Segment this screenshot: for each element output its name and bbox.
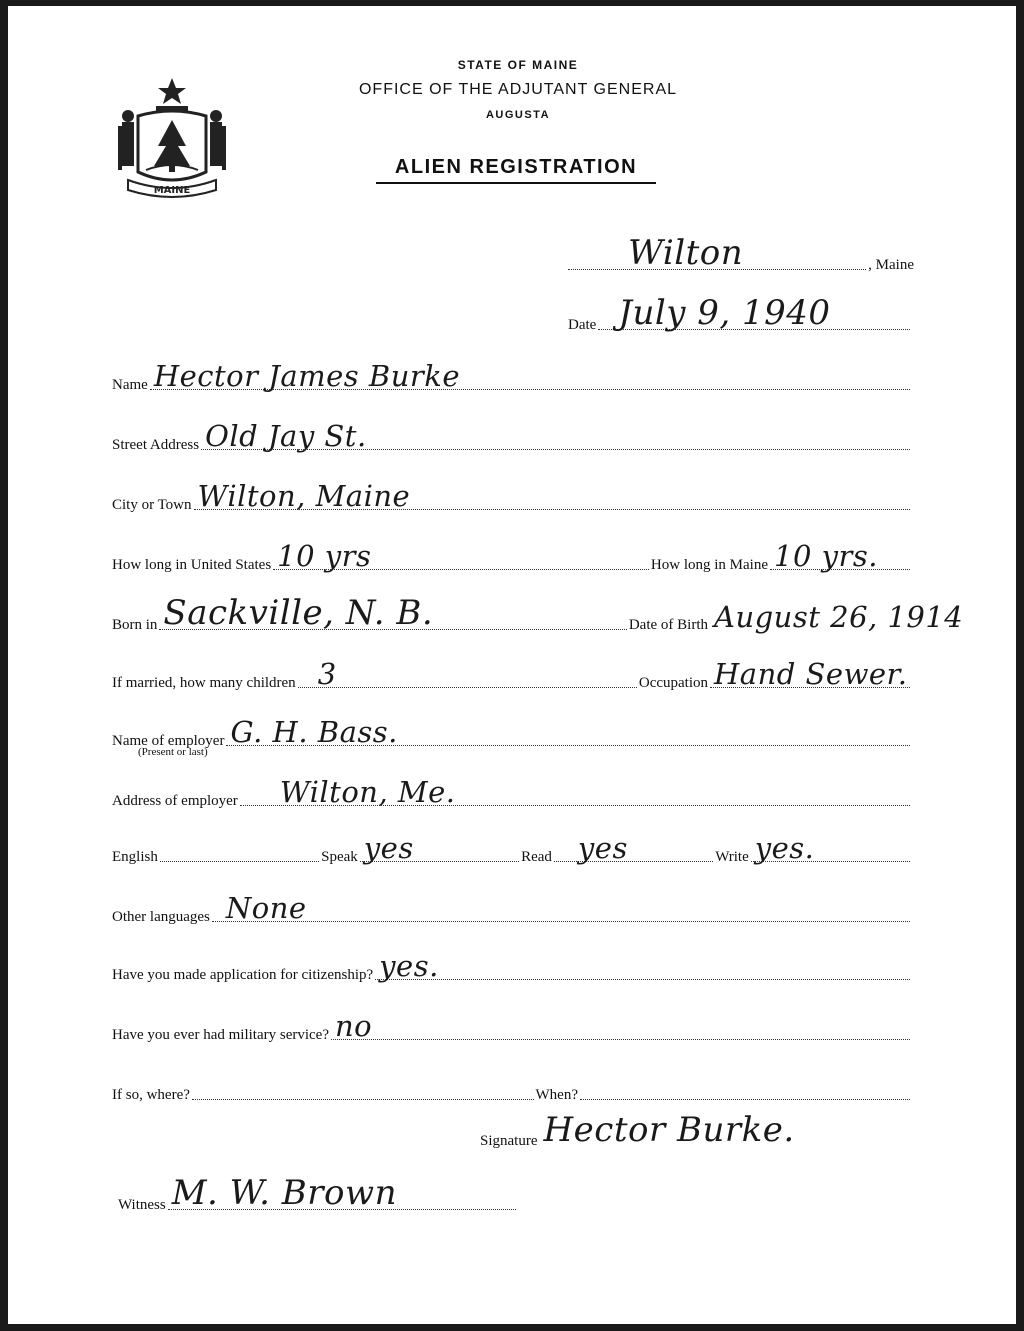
where-label: If so, where? (112, 1087, 190, 1103)
dob-label: Date of Birth (628, 617, 708, 633)
state-seal-icon (116, 76, 228, 200)
street-field[interactable] (201, 419, 910, 453)
maine-duration-label: How long in Maine (650, 557, 768, 573)
maine-value: 10 yrs. (774, 539, 878, 573)
speak-field[interactable] (360, 831, 519, 865)
date-row (568, 293, 912, 334)
name-value: Hector James Burke (153, 359, 460, 393)
employer-value: G. H. Bass. (230, 715, 398, 749)
occupation-field[interactable] (710, 657, 910, 691)
dob-field[interactable] (710, 600, 964, 634)
employer-sublabel: (Present or last) (138, 746, 208, 758)
english-label: English (112, 849, 158, 865)
residence-row (112, 539, 912, 574)
name-row (112, 359, 912, 394)
witness-field[interactable] (168, 1173, 516, 1213)
children-value: 3 (317, 657, 337, 691)
born-field[interactable] (159, 593, 626, 633)
read-value: yes (577, 831, 628, 865)
speak-value: yes (363, 831, 414, 865)
where-field[interactable] (192, 1080, 534, 1100)
employer-address-row (112, 775, 912, 810)
name-label: Name (112, 377, 148, 393)
children-label: If married, how many children (112, 675, 296, 691)
employer-row (112, 715, 912, 750)
city-value: Wilton, Maine (197, 479, 411, 513)
witness-row (118, 1173, 518, 1214)
town-value: Wilton (628, 233, 744, 273)
born-label: Born in (112, 617, 158, 633)
birth-row (112, 593, 964, 634)
write-label: Write (715, 849, 749, 865)
date-label: Date (568, 317, 597, 333)
street-label: Street Address (112, 437, 200, 453)
military-field[interactable] (331, 1009, 910, 1043)
us-value: 10 yrs (277, 539, 372, 573)
office-heading: OFFICE OF THE ADJUTANT GENERAL (358, 81, 678, 98)
read-field[interactable] (554, 831, 713, 865)
write-field[interactable] (751, 831, 910, 865)
town-row (566, 233, 914, 274)
other-languages-label: Other languages (112, 909, 210, 925)
citizenship-field[interactable] (375, 949, 910, 983)
speak-label: Speak (321, 849, 358, 865)
citizenship-label: Have you made application for citizenship? (112, 967, 374, 983)
other-languages-value: None (225, 891, 307, 925)
us-field[interactable] (273, 539, 649, 573)
date-field[interactable] (598, 293, 910, 333)
occupation-value: Hand Sewer. (714, 657, 908, 691)
seal-banner-text: MAINE (153, 185, 191, 196)
military-label: Have you ever had military service? (112, 1027, 329, 1043)
citizenship-value: yes. (379, 949, 439, 983)
city-field[interactable] (194, 479, 910, 513)
witness-value: M. W. Brown (171, 1173, 397, 1213)
street-value: Old Jay St. (205, 419, 367, 453)
military-value: no (335, 1009, 373, 1043)
employer-field[interactable] (226, 715, 910, 749)
witness-label: Witness (118, 1197, 166, 1213)
when-field[interactable] (580, 1080, 910, 1100)
town-field[interactable] (568, 233, 866, 273)
born-value: Sackville, N. B. (163, 593, 434, 633)
other-languages-field[interactable] (212, 891, 910, 925)
name-field[interactable] (150, 359, 910, 393)
children-field[interactable] (298, 657, 637, 691)
employer-label: Name of employer (112, 733, 225, 749)
occupation-label: Occupation (638, 675, 708, 691)
other-languages-row (112, 891, 912, 926)
city-row (112, 479, 912, 514)
where-row (112, 1080, 912, 1104)
signature-value: Hector Burke. (543, 1110, 795, 1150)
form-title: ALIEN REGISTRATION (376, 156, 656, 184)
state-heading: STATE OF MAINE (457, 58, 579, 72)
employer-address-label: Address of employer (112, 793, 238, 809)
english-field[interactable] (160, 842, 319, 862)
write-value: yes. (754, 831, 815, 865)
date-value: July 9, 1940 (618, 293, 831, 333)
signature-field[interactable] (540, 1110, 809, 1150)
registration-form (8, 6, 1016, 1324)
signature-row (480, 1110, 810, 1150)
employer-address-field[interactable] (240, 775, 910, 809)
citizenship-row (112, 949, 912, 984)
employer-address-value: Wilton, Me. (279, 775, 456, 809)
english-row (112, 831, 912, 866)
dob-value: August 26, 1914 (714, 600, 964, 634)
read-label: Read (521, 849, 552, 865)
city-label: City or Town (112, 497, 192, 513)
city-heading: AUGUSTA (485, 109, 551, 121)
signature-label: Signature (480, 1133, 538, 1149)
military-row (112, 1009, 912, 1044)
children-row (112, 657, 912, 692)
when-label: When? (535, 1087, 578, 1103)
us-label: How long in United States (112, 557, 272, 573)
maine-field[interactable] (770, 539, 910, 573)
maine-label: , Maine (868, 257, 914, 273)
street-row (112, 419, 912, 454)
